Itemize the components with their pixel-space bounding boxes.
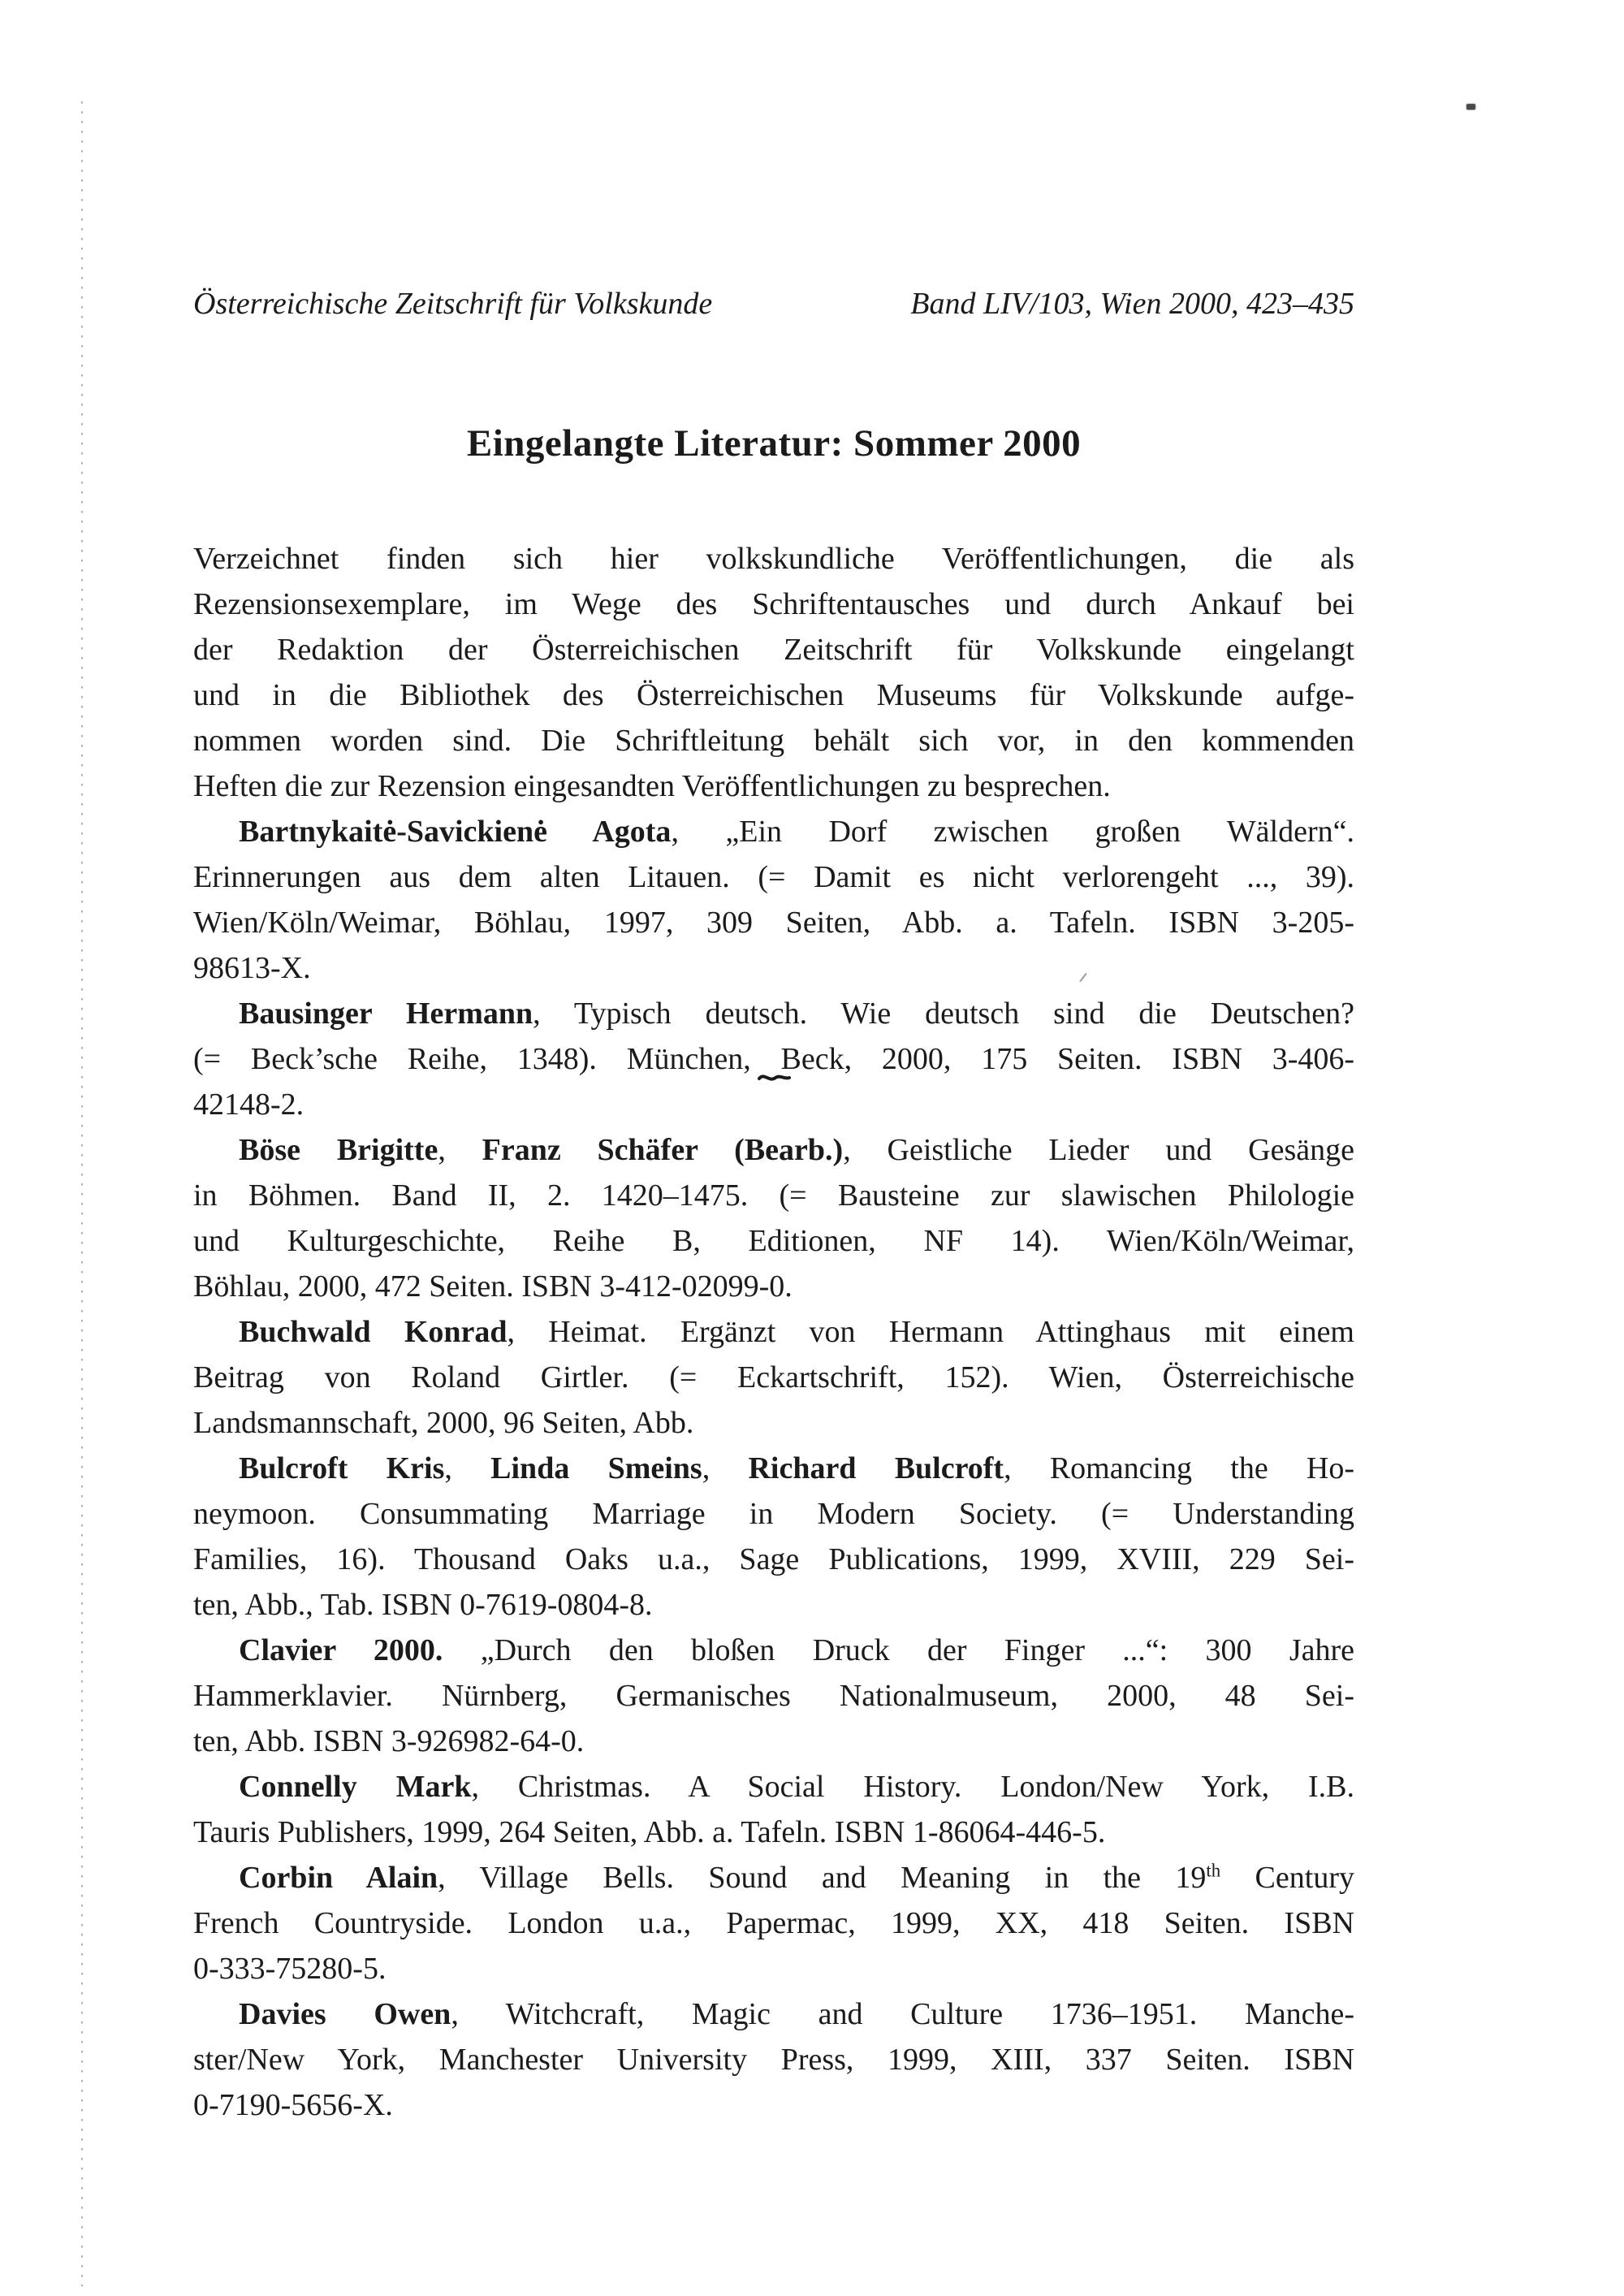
- page-header: [193, 281, 1354, 326]
- text-line: [193, 1673, 1354, 1719]
- issue-info: Band LIV/103, Wien 2000, 423–435: [910, 287, 1354, 321]
- paragraph: [193, 1446, 1354, 1628]
- ink-speck-artifact: [1466, 104, 1475, 110]
- text-line: [193, 536, 1354, 582]
- paragraph: [193, 1127, 1354, 1309]
- text-segment: 0-7190-5656-X.: [193, 2088, 393, 2122]
- text-segment: (= Beck’sche Reihe, 1348). München, Beck, 2000, 175 Seiten. ISBN 3-406-: [193, 1042, 1354, 1076]
- text-segment: und Kulturgeschichte, Reihe B, Editionen, NF 14). Wien/Köln/Weimar,: [193, 1224, 1354, 1258]
- author-name: Böse Brigitte: [239, 1133, 438, 1167]
- text-segment: , Heimat. Ergänzt von Hermann Attinghaus mit einem: [507, 1315, 1354, 1349]
- text-segment: in Böhmen. Band II, 2. 1420–1475. (= Bausteine zur slawischen Philologie: [193, 1178, 1354, 1213]
- text-line: [193, 1628, 1354, 1673]
- body-text: [193, 536, 1354, 2128]
- text-line: [193, 1264, 1354, 1309]
- text-line: [193, 1082, 1354, 1127]
- text-segment: , „Ein Dorf zwischen großen Wäldern“.: [671, 815, 1354, 849]
- scan-dotted-line-artifact: [81, 102, 83, 2286]
- author-name: Franz Schäfer (Bearb.): [482, 1133, 844, 1167]
- text-segment: French Countryside. London u.a., Papermac, 1999, XX, 418 Seiten. ISBN: [193, 1906, 1354, 1940]
- paragraph: [193, 1855, 1354, 1991]
- text-segment: , Typisch deutsch. Wie deutsch sind die Deutschen?: [533, 997, 1354, 1031]
- text-line: [193, 2037, 1354, 2082]
- author-name: Buchwald Konrad: [239, 1315, 508, 1349]
- text-segment: Verzeichnet finden sich hier volkskundliche Veröffentlichungen, die als: [193, 542, 1354, 576]
- text-segment: ,: [438, 1133, 482, 1167]
- paragraph: [193, 809, 1354, 991]
- text-segment: nommen worden sind. Die Schriftleitung behält sich vor, in den kommenden: [193, 724, 1354, 758]
- author-name: Richard Bulcroft: [748, 1451, 1004, 1485]
- text-line: [193, 1491, 1354, 1537]
- text-line: [193, 1355, 1354, 1400]
- text-segment: Heften die zur Rezension eingesandten Veröffentlichungen zu besprechen.: [193, 769, 1111, 803]
- text-line: [193, 627, 1354, 672]
- text-segment: Beitrag von Roland Girtler. (= Eckartschrift, 152). Wien, Österreichische: [193, 1360, 1354, 1394]
- paragraph: [193, 1628, 1354, 1764]
- text-line: [193, 945, 1354, 991]
- author-name: Bartnykaitė-Savickienė Agota: [239, 815, 672, 849]
- text-line: [193, 1537, 1354, 1582]
- author-name: Bulcroft Kris: [239, 1451, 445, 1485]
- text-line: [193, 809, 1354, 854]
- text-segment: 98613-X.: [193, 951, 311, 985]
- text-segment: Wien/Köln/Weimar, Böhlau, 1997, 309 Seiten, Abb. a. Tafeln. ISBN 3-205-: [193, 906, 1354, 940]
- paragraph: [193, 536, 1354, 809]
- text-line: [193, 763, 1354, 809]
- text-segment: Century: [1220, 1861, 1354, 1895]
- text-segment: und in die Bibliothek des Österreichischen Museums für Volkskunde aufge-: [193, 678, 1354, 712]
- text-segment: neymoon. Consummating Marriage in Modern Society. (= Understanding: [193, 1497, 1354, 1531]
- text-segment: ,: [444, 1451, 491, 1485]
- text-line: [193, 582, 1354, 627]
- text-segment: „Durch den bloßen Druck der Finger ...“: 300 Jahre: [443, 1633, 1354, 1667]
- text-segment: Rezensionsexemplare, im Wege des Schriftentausches und durch Ankauf bei: [193, 587, 1354, 621]
- text-line: [193, 1946, 1354, 1991]
- text-segment: , Witchcraft, Magic and Culture 1736–1951. Manche-: [451, 1997, 1354, 2031]
- text-line: [193, 1036, 1354, 1082]
- text-line: [193, 1173, 1354, 1218]
- author-name: Clavier 2000.: [239, 1633, 443, 1667]
- text-line: [193, 1810, 1354, 1855]
- text-line: [193, 991, 1354, 1036]
- text-line: [193, 1309, 1354, 1355]
- text-segment: , Christmas. A Social History. London/New York, I.B.: [471, 1770, 1354, 1804]
- text-segment: ten, Abb., Tab. ISBN 0-7619-0804-8.: [193, 1588, 653, 1622]
- text-segment: Landsmannschaft, 2000, 96 Seiten, Abb.: [193, 1406, 694, 1440]
- author-name: Connelly Mark: [239, 1770, 472, 1804]
- text-line: [193, 1900, 1354, 1946]
- text-line: [193, 1991, 1354, 2037]
- text-segment: ,: [702, 1451, 749, 1485]
- text-segment: , Geistliche Lieder und Gesänge: [843, 1133, 1354, 1167]
- paragraph: [193, 991, 1354, 1127]
- text-line: [193, 1764, 1354, 1810]
- text-line: [193, 1719, 1354, 1764]
- text-segment: , Village Bells. Sound and Meaning in the 19: [438, 1861, 1207, 1895]
- text-segment: Böhlau, 2000, 472 Seiten. ISBN 3-412-02099-0.: [193, 1269, 793, 1304]
- text-segment: der Redaktion der Österreichischen Zeitschrift für Volkskunde eingelangt: [193, 633, 1354, 667]
- author-name: Corbin Alain: [239, 1861, 438, 1895]
- text-line: [193, 1218, 1354, 1264]
- paragraph: [193, 1309, 1354, 1446]
- text-line: [193, 1855, 1354, 1900]
- paragraph: [193, 1991, 1354, 2128]
- text-line: [193, 1400, 1354, 1446]
- text-segment: 0-333-75280-5.: [193, 1952, 387, 1986]
- page-title: Eingelangte Literatur: Sommer 2000: [466, 422, 1082, 465]
- author-name: Bausinger Hermann: [239, 997, 533, 1031]
- text-line: [193, 2082, 1354, 2128]
- text-segment: ster/New York, Manchester University Press, 1999, XIII, 337 Seiten. ISBN: [193, 2043, 1354, 2077]
- text-line: [193, 718, 1354, 763]
- author-name: Davies Owen: [239, 1997, 451, 2031]
- text-line: [193, 900, 1354, 945]
- text-line: [193, 1127, 1354, 1173]
- text-segment: , Romancing the Ho-: [1004, 1451, 1355, 1485]
- author-name: Linda Smeins: [490, 1451, 702, 1485]
- text-line: [193, 1582, 1354, 1628]
- text-segment: Erinnerungen aus dem alten Litauen. (= Damit es nicht verlorengeht ..., 39).: [193, 860, 1354, 894]
- journal-title: Österreichische Zeitschrift für Volkskunde: [193, 287, 713, 321]
- text-segment: 42148-2.: [193, 1087, 304, 1122]
- text-segment: Families, 16). Thousand Oaks u.a., Sage Publications, 1999, XVIII, 229 Sei-: [193, 1542, 1354, 1576]
- text-line: [193, 1446, 1354, 1491]
- text-line: [193, 854, 1354, 900]
- text-segment: ten, Abb. ISBN 3-926982-64-0.: [193, 1724, 585, 1758]
- text-segment: th: [1206, 1860, 1221, 1881]
- text-segment: Tauris Publishers, 1999, 264 Seiten, Abb. a. Tafeln. ISBN 1-86064-446-5.: [193, 1815, 1106, 1849]
- text-segment: Hammerklavier. Nürnberg, Germanisches Nationalmuseum, 2000, 48 Sei-: [193, 1679, 1354, 1713]
- text-line: [193, 672, 1354, 718]
- paragraph: [193, 1764, 1354, 1855]
